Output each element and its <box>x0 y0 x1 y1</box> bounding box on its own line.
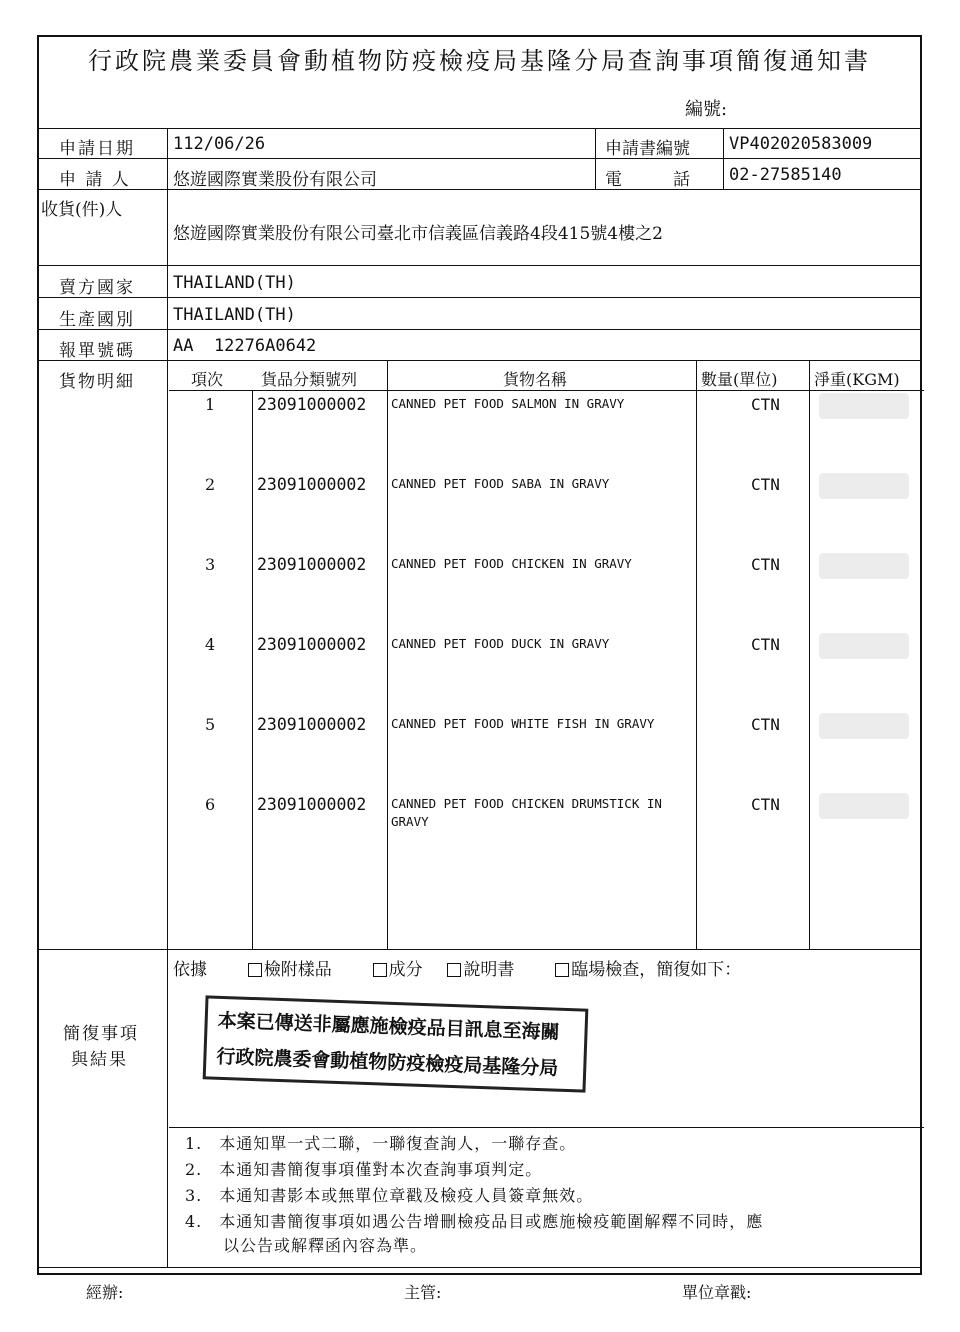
item-no: 3 <box>205 555 216 574</box>
weight-redacted <box>819 633 909 659</box>
basis-line <box>173 955 741 980</box>
phone-label: 電 話 <box>605 170 690 190</box>
weight-redacted <box>819 553 909 579</box>
rule <box>39 128 920 129</box>
rule <box>387 360 388 949</box>
note-4: 4. 本通知書簡復事項如遇公告增刪檢疫品目或應施檢疫範圍解釋不同時，應 <box>185 1212 764 1231</box>
seller-country-value: THAILAND(TH) <box>173 273 296 293</box>
rule <box>39 360 920 361</box>
item-code: 23091000002 <box>257 635 367 654</box>
consignee-value: 悠遊國際實業股份有限公司臺北市信義區信義路4段415號4樓之2 <box>173 224 663 244</box>
option-sample: 檢附樣品 <box>263 960 332 980</box>
stamp-line-1: 本案已傳送非屬應施檢疫品目訊息至海關 <box>217 1009 560 1044</box>
note-3: 3. 本通知書影本或無單位章戳及檢疫人員簽章無效。 <box>185 1186 594 1205</box>
weight-redacted <box>819 473 909 499</box>
rule <box>39 329 920 330</box>
rule <box>39 189 920 190</box>
item-name: CANNED PET FOOD WHITE FISH IN GRAVY <box>391 716 655 731</box>
note-4-continued: 以公告或解釋函內容為準。 <box>223 1236 428 1255</box>
checkbox-sample[interactable] <box>248 963 262 977</box>
stamp-line-2: 行政院農委會動植物防疫檢疫局基隆分局 <box>216 1045 559 1080</box>
handler-signature-label: 經辦: <box>86 1283 124 1302</box>
weight-redacted <box>819 393 909 419</box>
supervisor-signature-label: 主管: <box>404 1283 442 1302</box>
rule <box>39 1267 920 1268</box>
item-name: CANNED PET FOOD DUCK IN GRAVY <box>391 636 610 651</box>
seller-country-label: 賣方國家 <box>59 278 135 298</box>
phone-value: 02-27585140 <box>729 165 842 185</box>
document-title: 行政院農業委員會動植物防疫檢疫局基隆分局查詢事項簡復通知書 <box>88 47 871 75</box>
serial-label: 編號: <box>685 99 728 120</box>
applicant-label: 申 請 人 <box>59 170 131 190</box>
item-code: 23091000002 <box>257 715 367 734</box>
checkbox-ingredient[interactable] <box>373 963 387 977</box>
note-1: 1. 本通知單一式二聯，一聯復查詢人，一聯存查。 <box>185 1134 577 1153</box>
rule <box>167 128 168 1267</box>
notice-document <box>37 35 922 1275</box>
item-name: CANNED PET FOOD CHICKEN IN GRAVY <box>391 556 632 571</box>
declaration-value: AA 12276A0642 <box>173 336 317 356</box>
origin-label: 生產國別 <box>59 310 135 330</box>
reply-label: 簡復事項 <box>63 1024 139 1044</box>
basis-label: 依據 <box>173 960 207 980</box>
form-no-label: 申請書編號 <box>605 139 690 159</box>
option-manual: 說明書 <box>463 960 515 980</box>
item-unit: CTN <box>751 715 780 734</box>
origin-value: THAILAND(TH) <box>173 305 296 325</box>
item-no: 4 <box>205 635 216 654</box>
rule <box>696 360 697 949</box>
rule <box>39 949 920 950</box>
apply-date-value: 112/06/26 <box>173 134 266 154</box>
header-qty: 數量(單位) <box>701 370 778 389</box>
header-code: 貨品分類號列 <box>261 370 358 389</box>
option-ingredient: 成分 <box>388 960 423 980</box>
reply-label-2: 與結果 <box>71 1050 128 1070</box>
header-item: 項次 <box>191 370 224 389</box>
result-stamp <box>203 995 589 1092</box>
checkbox-onsite[interactable] <box>555 963 569 977</box>
item-code: 23091000002 <box>257 555 367 574</box>
item-name: CANNED PET FOOD SABA IN GRAVY <box>391 476 610 491</box>
rule <box>723 128 724 189</box>
rule <box>809 360 810 949</box>
rule <box>39 265 920 266</box>
item-no: 2 <box>205 475 216 494</box>
unit-seal-label: 單位章戳: <box>682 1283 752 1302</box>
item-unit: CTN <box>751 795 780 814</box>
note-2: 2. 本通知書簡復事項僅對本次查詢事項判定。 <box>185 1160 543 1179</box>
header-weight: 淨重(KGM) <box>814 370 900 389</box>
rule <box>252 390 253 949</box>
item-no: 5 <box>205 715 216 734</box>
declaration-label: 報單號碼 <box>59 341 135 361</box>
item-no: 6 <box>205 795 216 814</box>
weight-redacted <box>819 793 909 819</box>
goods-label: 貨物明細 <box>59 372 135 392</box>
rule <box>39 158 920 159</box>
item-name: CANNED PET FOOD SALMON IN GRAVY <box>391 396 625 411</box>
item-unit: CTN <box>751 395 780 414</box>
consignee-label: 收貨(件)人 <box>41 200 123 220</box>
item-code: 23091000002 <box>257 395 367 414</box>
item-unit: CTN <box>751 475 780 494</box>
header-name: 貨物名稱 <box>503 370 568 389</box>
item-code: 23091000002 <box>257 795 367 814</box>
form-no-value: VP402020583009 <box>729 134 873 154</box>
rule <box>39 297 920 298</box>
option-onsite: 臨場檢查，簡復如下： <box>571 960 742 980</box>
checkbox-manual[interactable] <box>447 963 461 977</box>
item-name: CANNED PET FOOD CHICKEN DRUMSTICK IN GRAVY <box>391 796 662 829</box>
item-unit: CTN <box>751 635 780 654</box>
applicant-value: 悠遊國際實業股份有限公司 <box>173 170 377 190</box>
item-no: 1 <box>205 395 216 414</box>
item-code: 23091000002 <box>257 475 367 494</box>
apply-date-label: 申請日期 <box>59 139 135 159</box>
rule <box>595 128 596 189</box>
item-unit: CTN <box>751 555 780 574</box>
rule <box>169 1127 924 1128</box>
rule <box>169 390 924 391</box>
weight-redacted <box>819 713 909 739</box>
